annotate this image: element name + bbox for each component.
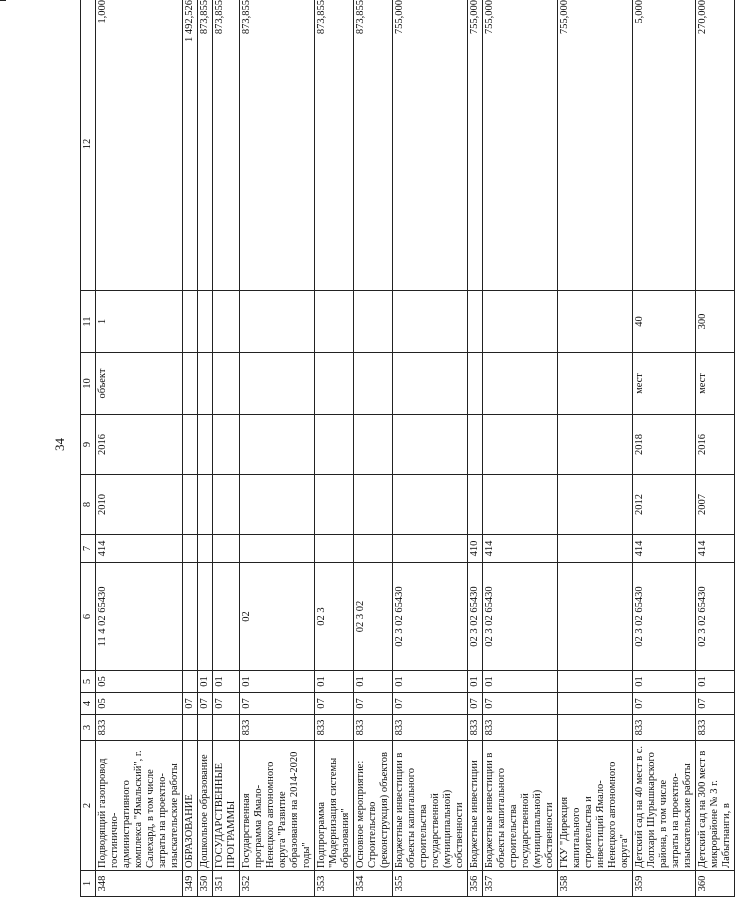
row-start-year: 2010 [96,475,183,535]
row-name: ОБРАЗОВАНИЕ [183,741,198,871]
row-expense-type [198,535,213,563]
header-cell: 4 [81,693,96,715]
row-capacity [198,291,213,353]
row-subsection: 01 [633,671,696,693]
row-section [558,693,633,715]
row-number: 352 [240,871,315,897]
row-amount: 873,855 [198,0,213,291]
row-subsection: 01 [468,671,483,693]
row-capacity: 40 [633,291,696,353]
row-target-item: 02 3 02 65430 [483,563,558,671]
row-unit [393,353,468,415]
row-unit [240,353,315,415]
row-unit [468,353,483,415]
row-amount: 873,855 [354,0,393,291]
row-subsection: 05 [96,671,183,693]
row-start-year [558,475,633,535]
row-end-year [354,415,393,475]
row-number: 354 [354,871,393,897]
row-end-year [483,415,558,475]
row-expense-type: 414 [696,535,735,563]
row-capacity [558,291,633,353]
row-ministry-code: 833 [354,715,393,741]
row-target-item: 02 [240,563,315,671]
table-row [198,0,213,897]
row-name: Бюджетные инвестиции в объекты капитального строительства государственной (муниципальной) собственности [483,741,558,871]
row-ministry-code: 833 [633,715,696,741]
header-cell: 3 [81,715,96,741]
row-name: Детский сад на 300 мест в микрорайоне № 3 г. Лабытнанги, в [696,741,735,871]
row-end-year [183,415,198,475]
row-expense-type [183,535,198,563]
row-end-year: 2016 [696,415,735,475]
row-start-year: 2012 [633,475,696,535]
table-row [315,0,354,897]
row-start-year [183,475,198,535]
row-section: 07 [483,693,558,715]
row-amount: 873,855 [213,0,240,291]
header-cell: 10 [81,353,96,415]
row-section: 07 [633,693,696,715]
table-row [240,0,315,897]
row-name: Бюджетные инвестиции в объекты капитального строительства государственной (муниципальной) собственности [393,741,468,871]
row-target-item: 02 3 02 65430 [468,563,483,671]
row-capacity [240,291,315,353]
row-end-year [213,415,240,475]
row-subsection: 01 [315,671,354,693]
row-end-year [198,415,213,475]
row-section: 07 [183,693,198,715]
row-number: 353 [315,871,354,897]
row-target-item [558,563,633,671]
row-expense-type [558,535,633,563]
row-subsection [183,671,198,693]
row-section: 07 [315,693,354,715]
row-start-year [213,475,240,535]
row-name: Основное мероприятие: Строительство (реконструкция) объектов [354,741,393,871]
row-ministry-code [558,715,633,741]
row-ministry-code [183,715,198,741]
row-subsection: 01 [696,671,735,693]
row-target-item [183,563,198,671]
row-ministry-code: 833 [96,715,183,741]
row-unit [198,353,213,415]
row-capacity [213,291,240,353]
row-subsection: 01 [213,671,240,693]
table-row [183,0,198,897]
row-number: 360 [696,871,735,897]
table-row [393,0,468,897]
row-section: 07 [198,693,213,715]
row-subsection: 01 [483,671,558,693]
row-section: 07 [213,693,240,715]
row-amount: 270,000 [696,0,735,291]
row-end-year [315,415,354,475]
budget-table [80,0,735,897]
row-name: ГКУ "Дирекция капитального строительства и инвестиций Ямало-Ненецкого автономного округа" [558,741,633,871]
header-cell: 5 [81,671,96,693]
row-section: 05 [96,693,183,715]
row-expense-type: 414 [96,535,183,563]
table-row [558,0,633,897]
row-name: Детский сад на 40 мест в с. Лопхари Шурышкарского района, в том числе затраты на проектно-изыскательские работы [633,741,696,871]
header-cell: 1 [81,871,96,897]
row-unit: мест [633,353,696,415]
row-target-item: 02 3 [315,563,354,671]
row-capacity: 1 [96,291,183,353]
row-subsection: 01 [354,671,393,693]
row-unit: мест [696,353,735,415]
row-number: 355 [393,871,468,897]
row-start-year: 2007 [696,475,735,535]
table-row [696,0,735,897]
row-start-year [198,475,213,535]
row-ministry-code: 833 [315,715,354,741]
header-cell: 6 [81,563,96,671]
row-amount: 755,000 [558,0,633,291]
header-row [81,0,96,897]
row-end-year [558,415,633,475]
row-amount: 755,000 [483,0,558,291]
row-subsection: 01 [393,671,468,693]
row-amount: 755,000 [468,0,483,291]
row-subsection: 01 [240,671,315,693]
row-name: Подводящий газопровод гостинично-административного комплекса "Ямальский", г. Салехард, в том числе затраты на проектно-изыскательские работы [96,741,183,871]
row-amount: 873,855 [315,0,354,291]
row-capacity [183,291,198,353]
row-capacity [393,291,468,353]
row-expense-type [393,535,468,563]
row-number: 357 [483,871,558,897]
header-cell: 2 [81,741,96,871]
row-start-year [483,475,558,535]
row-amount: 873,855 [240,0,315,291]
row-amount: 1 492,526 [183,0,198,291]
row-start-year [468,475,483,535]
row-expense-type: 414 [483,535,558,563]
row-start-year [393,475,468,535]
row-name: Государственная программа Ямало-Ненецкого автономного округа "Развитие образования на 2014-2020 годы" [240,741,315,871]
row-amount: 1,000 [96,0,183,291]
row-unit [558,353,633,415]
row-name: Бюджетные инвестиции [468,741,483,871]
table-row [483,0,558,897]
row-target-item: 02 3 02 [354,563,393,671]
row-amount: 755,000 [393,0,468,291]
row-target-item: 02 3 02 65430 [393,563,468,671]
row-capacity [354,291,393,353]
table-body [96,0,735,897]
row-target-item: 02 3 02 65430 [633,563,696,671]
row-name: Подпрограмма "Модернизация системы образования" [315,741,354,871]
table-row [468,0,483,897]
row-section: 07 [468,693,483,715]
header-cell: 8 [81,475,96,535]
table-row [633,0,696,897]
row-unit: объект [96,353,183,415]
row-expense-type [315,535,354,563]
page-number: 34 [52,438,67,451]
row-number: 358 [558,871,633,897]
row-end-year [468,415,483,475]
row-unit [483,353,558,415]
header-cell: 9 [81,415,96,475]
row-expense-type: 410 [468,535,483,563]
row-ministry-code: 833 [393,715,468,741]
row-ministry-code [213,715,240,741]
row-section: 07 [696,693,735,715]
row-ministry-code: 833 [483,715,558,741]
table-row [96,0,183,897]
row-expense-type [240,535,315,563]
row-number: 356 [468,871,483,897]
row-start-year [315,475,354,535]
row-ministry-code [198,715,213,741]
row-target-item: 02 3 02 65430 [696,563,735,671]
row-number: 359 [633,871,696,897]
row-section: 07 [240,693,315,715]
row-end-year [393,415,468,475]
row-end-year: 2016 [96,415,183,475]
row-number: 349 [183,871,198,897]
row-end-year [240,415,315,475]
row-expense-type [213,535,240,563]
row-unit [213,353,240,415]
row-unit [315,353,354,415]
row-unit [354,353,393,415]
row-capacity [315,291,354,353]
row-number: 348 [96,871,183,897]
row-start-year [354,475,393,535]
row-expense-type: 414 [633,535,696,563]
row-section: 07 [354,693,393,715]
row-subsection: 01 [198,671,213,693]
row-name: Дошкольное образование [198,741,213,871]
row-capacity [483,291,558,353]
header-cell: 12 [81,0,96,291]
row-target-item [213,563,240,671]
header-cell: 7 [81,535,96,563]
row-number: 351 [213,871,240,897]
row-amount: 5,000 [633,0,696,291]
row-ministry-code: 833 [696,715,735,741]
row-ministry-code: 833 [240,715,315,741]
row-end-year: 2018 [633,415,696,475]
row-subsection [558,671,633,693]
row-capacity: 300 [696,291,735,353]
row-number: 350 [198,871,213,897]
row-expense-type [354,535,393,563]
row-section: 07 [393,693,468,715]
header-cell: 11 [81,291,96,353]
row-ministry-code: 833 [468,715,483,741]
row-target-item [198,563,213,671]
row-unit [183,353,198,415]
row-target-item: 11 4 02 65430 [96,563,183,671]
row-start-year [240,475,315,535]
row-name: ГОСУДАРСТВЕННЫЕ ПРОГРАММЫ [213,741,240,871]
table-row [213,0,240,897]
table-row [354,0,393,897]
row-capacity [468,291,483,353]
